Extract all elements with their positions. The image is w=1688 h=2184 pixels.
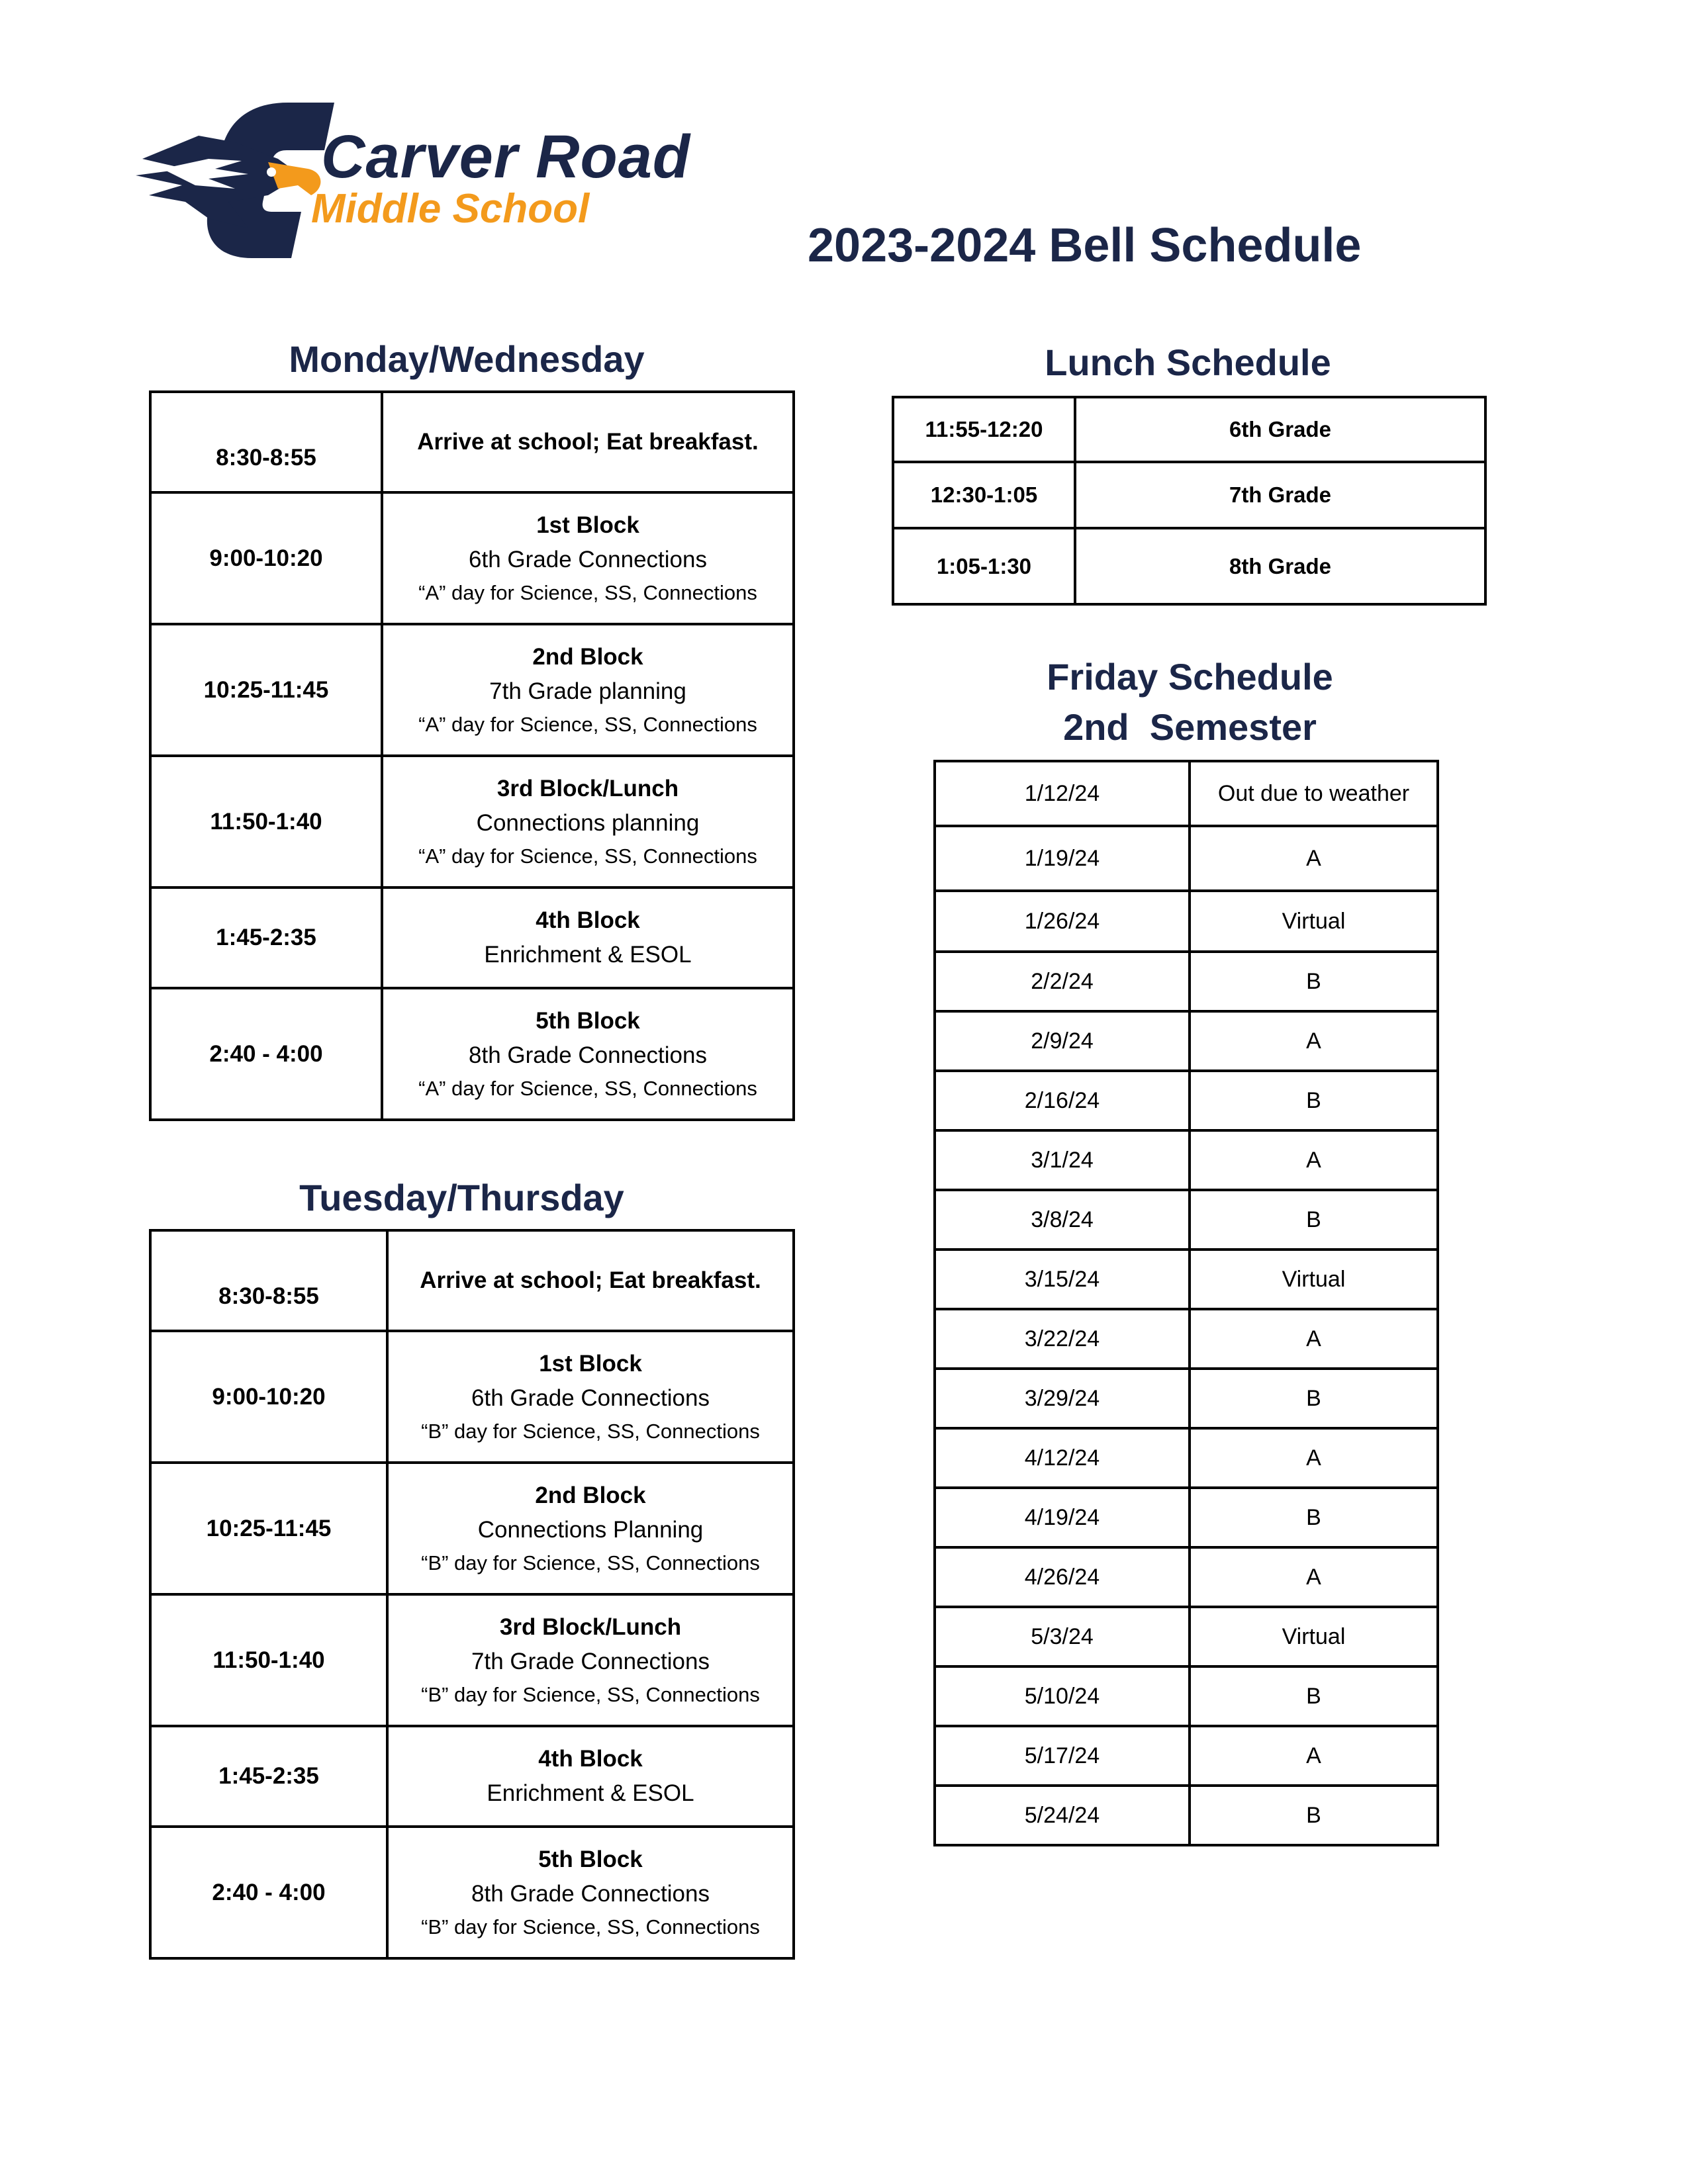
table-row [150,1463,794,1594]
table-row [150,492,794,624]
friday-date: 2/9/24 [935,1011,1190,1071]
block-note: “A” day for Science, SS, Connections [418,1076,757,1100]
table-row [935,1011,1438,1071]
table-row [150,392,794,492]
friday-day-type: Virtual [1190,1250,1438,1309]
friday-day-type: B [1190,952,1438,1011]
friday-date: 2/16/24 [935,1071,1190,1130]
tue-thu-table [149,1229,795,1960]
lunch-time: 11:55-12:20 [893,397,1075,462]
friday-day-type: B [1190,1369,1438,1428]
desc-cell [387,1827,794,1958]
block-name: 2nd Block [532,643,643,670]
table-row [150,1594,794,1726]
block-name: 4th Block [536,907,640,933]
friday-day-type: A [1190,826,1438,891]
table-row [935,1130,1438,1190]
table-row [935,1488,1438,1547]
table-row [935,1071,1438,1130]
friday-date: 3/1/24 [935,1130,1190,1190]
table-row [935,1607,1438,1666]
lunch-grade: 6th Grade [1075,397,1485,462]
friday-date: 2/2/24 [935,952,1190,1011]
desc-cell [387,1726,794,1827]
friday-day-type: B [1190,1488,1438,1547]
table-row [935,1250,1438,1309]
lunch-table [892,396,1487,606]
block-note: “B” day for Science, SS, Connections [421,1682,760,1706]
table-row [150,1827,794,1958]
tue-thu-title: Tuesday/Thursday [299,1177,624,1218]
block-name: 5th Block [536,1007,640,1034]
friday-date: 4/26/24 [935,1547,1190,1607]
table-row [893,528,1485,604]
block-detail: 8th Grade Connections [471,1881,710,1907]
friday-date: 5/24/24 [935,1786,1190,1845]
block-name: 5th Block [538,1846,643,1872]
block-detail: Enrichment & ESOL [487,1780,694,1806]
time-cell: 10:25-11:45 [150,1463,387,1594]
table-row [935,1369,1438,1428]
friday-day-type: B [1190,1071,1438,1130]
table-row [935,761,1438,826]
friday-date: 3/29/24 [935,1369,1190,1428]
desc-cell [387,1594,794,1726]
mon-wed-title: Monday/Wednesday [289,338,645,380]
block-note: “B” day for Science, SS, Connections [421,1419,760,1443]
table-row [935,1309,1438,1369]
friday-day-type: Out due to weather [1190,761,1438,826]
table-row [893,397,1485,462]
table-row [935,1726,1438,1786]
block-detail: Connections planning [476,810,700,837]
lunch-title: Lunch Schedule [1045,341,1331,383]
friday-day-type: B [1190,1190,1438,1250]
table-row [935,1547,1438,1607]
friday-day-type: B [1190,1786,1438,1845]
table-row [150,988,794,1120]
table-row [935,1666,1438,1726]
table-row [150,1230,794,1331]
block-detail: Connections Planning [477,1517,704,1543]
school-logo [136,96,691,271]
table-row [935,952,1438,1011]
friday-day-type: A [1190,1130,1438,1190]
lunch-grade: 7th Grade [1075,462,1485,528]
friday-day-type: A [1190,1309,1438,1369]
arrive-text: Arrive at school; Eat breakfast. [420,1267,761,1293]
friday-title-line1: Friday Schedule [1047,656,1333,698]
table-row [150,756,794,887]
desc-cell [387,1230,794,1331]
desc-cell [382,988,794,1120]
block-note: “B” day for Science, SS, Connections [421,1915,760,1938]
block-name: 4th Block [538,1745,643,1772]
friday-title [933,652,1446,752]
time-cell: 10:25-11:45 [150,624,382,756]
block-detail: 7th Grade planning [489,678,686,705]
block-detail: 7th Grade Connections [471,1649,710,1675]
friday-date: 1/12/24 [935,761,1190,826]
desc-cell [382,624,794,756]
time-cell: 11:50-1:40 [150,756,382,887]
desc-cell [382,392,794,492]
block-name: 1st Block [536,512,639,538]
block-name: 3rd Block/Lunch [499,1614,682,1640]
friday-day-type: Virtual [1190,891,1438,952]
desc-cell [387,1463,794,1594]
desc-cell [382,756,794,887]
table-row [935,1428,1438,1488]
friday-date: 5/3/24 [935,1607,1190,1666]
desc-cell [387,1331,794,1463]
table-row [150,624,794,756]
time-cell: 8:30-8:55 [150,392,382,492]
friday-day-type: A [1190,1547,1438,1607]
friday-day-type: B [1190,1666,1438,1726]
friday-table [933,760,1439,1846]
block-detail: 6th Grade Connections [469,547,707,573]
block-name: 2nd Block [535,1482,646,1508]
block-detail: 6th Grade Connections [471,1385,710,1412]
desc-cell [382,887,794,988]
desc-cell [382,492,794,624]
friday-day-type: A [1190,1428,1438,1488]
friday-date: 1/19/24 [935,826,1190,891]
table-row [935,826,1438,891]
friday-date: 3/8/24 [935,1190,1190,1250]
time-cell: 11:50-1:40 [150,1594,387,1726]
time-cell: 9:00-10:20 [150,492,382,624]
friday-date: 4/12/24 [935,1428,1190,1488]
block-name: 1st Block [539,1350,642,1377]
table-row [893,462,1485,528]
friday-date: 5/17/24 [935,1726,1190,1786]
time-cell: 1:45-2:35 [150,887,382,988]
lunch-time: 1:05-1:30 [893,528,1075,604]
friday-day-type: A [1190,1726,1438,1786]
block-note: “A” day for Science, SS, Connections [418,712,757,736]
mon-wed-table [149,390,795,1121]
time-cell: 9:00-10:20 [150,1331,387,1463]
friday-day-type: Virtual [1190,1607,1438,1666]
friday-day-type: A [1190,1011,1438,1071]
table-row [935,1190,1438,1250]
friday-date: 1/26/24 [935,891,1190,952]
table-row [935,1786,1438,1845]
time-cell: 1:45-2:35 [150,1726,387,1827]
table-row [150,1726,794,1827]
block-detail: Enrichment & ESOL [484,942,692,968]
lunch-grade: 8th Grade [1075,528,1485,604]
lunch-time: 12:30-1:05 [893,462,1075,528]
table-row [150,1331,794,1463]
friday-date: 5/10/24 [935,1666,1190,1726]
friday-date: 4/19/24 [935,1488,1190,1547]
time-cell: 2:40 - 4:00 [150,988,382,1120]
table-row [150,887,794,988]
block-note: “A” day for Science, SS, Connections [418,580,757,604]
friday-date: 3/15/24 [935,1250,1190,1309]
school-name-line1: Carver Road [321,123,691,191]
block-detail: 8th Grade Connections [469,1042,707,1069]
page-title: 2023-2024 Bell Schedule [808,219,1362,272]
table-row [935,891,1438,952]
school-name-line2: Middle School [311,186,590,232]
block-name: 3rd Block/Lunch [496,775,679,801]
block-note: “A” day for Science, SS, Connections [418,844,757,868]
block-note: “B” day for Science, SS, Connections [421,1551,760,1574]
time-cell: 2:40 - 4:00 [150,1827,387,1958]
arrive-text: Arrive at school; Eat breakfast. [417,429,759,455]
friday-title-line2: 2nd Semester [1063,705,1317,748]
time-cell: 8:30-8:55 [150,1230,387,1331]
friday-date: 3/22/24 [935,1309,1190,1369]
